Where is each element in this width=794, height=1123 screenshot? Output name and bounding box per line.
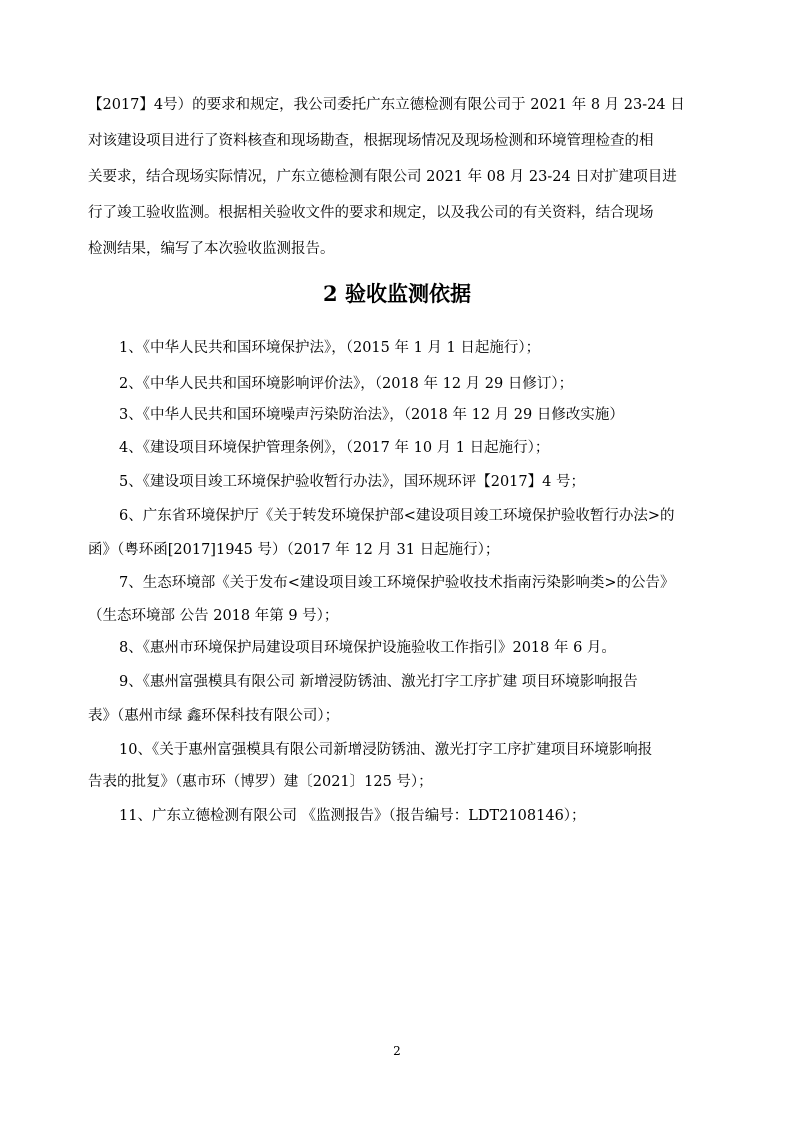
basis-item-10-line-1: 10、《关于惠州富强模具有限公司新增浸防锈油、激光打字工序扩建项目环境影响报 (119, 742, 653, 758)
basis-item-7-line-2: （生态环境部 公告 2018 年第 9 号）； (88, 608, 339, 624)
section-heading: 2 验收监测依据 (323, 281, 471, 306)
basis-item-2: 2、《中华人民共和国环境影响评价法》，（2018 年 12 月 29 日修订）； (119, 376, 574, 392)
basis-item-11: 11、广东立德检测有限公司 《监测报告》（报告编号：LDT2108146）； (119, 808, 586, 824)
intro-line-4: 行了竣工验收监测。根据相关验收文件的要求和规定，以及我公司的有关资料，结合现场 (88, 205, 654, 221)
basis-item-6-line-1: 6、广东省环境保护厅《关于转发环境保护部<建设项目竣工环境保护验收暂行办法>的 (119, 508, 675, 524)
basis-item-1: 1、《中华人民共和国环境保护法》，（2015 年 1 月 1 日起施行）； (119, 340, 541, 356)
intro-line-3: 关要求，结合现场实际情况，广东立德检测有限公司 2021 年 08 月 23-24 日对扩建项目进 (88, 169, 677, 185)
basis-item-7-line-1: 7、生态环境部《关于发布<建设项目竣工环境保护验收技术指南污染影响类>的公告》 (119, 575, 675, 591)
basis-item-9-line-1: 9、《惠州富强模具有限公司 新增浸防锈油、激光打字工序扩建 项目环境影响报告 (119, 674, 638, 690)
basis-item-3: 3、《中华人民共和国环境噪声污染防治法》，（2018 年 12 月 29 日修改实施） (119, 407, 624, 423)
basis-item-8: 8、《惠州市环境保护局建设项目环境保护设施验收工作指引》2018 年 6 月。 (119, 640, 616, 656)
basis-item-10-line-2: 告表的批复》（惠市环（博罗）建〔2021〕125 号）； (88, 774, 433, 790)
intro-line-2: 对该建设项目进行了资料核查和现场勘查，根据现场情况及现场检测和环境管理检查的相 (88, 133, 654, 149)
basis-item-6-line-2: 函》（粤环函[2017]1945 号）（2017 年 12 月 31 日起施行）； (88, 542, 500, 558)
intro-line-1: 【2017】4号）的要求和规定，我公司委托广东立德检测有限公司于 2021 年 8 月 23-24 日 (88, 97, 685, 113)
basis-item-5: 5、《建设项目竣工环境保护验收暂行办法》，国环规环评【2017】4 号； (119, 474, 585, 490)
basis-item-4: 4、《建设项目环境保护管理条例》，（2017 年 10 月 1 日起施行）； (119, 440, 550, 456)
basis-item-9-line-2: 表》（惠州市绿 鑫环保科技有限公司）； (88, 708, 340, 724)
intro-line-5: 检测结果，编写了本次验收监测报告。 (88, 241, 335, 257)
page-number: 2 (393, 1044, 401, 1058)
